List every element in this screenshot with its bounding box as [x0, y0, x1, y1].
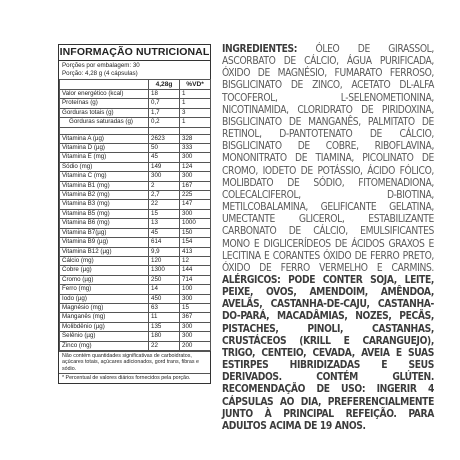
table-row: [60, 181, 211, 190]
nutrient-amount: 2623: [149, 134, 180, 143]
table-row: [60, 127, 211, 134]
nutrient-daily-value: 300: [180, 322, 211, 331]
nutrient-amount: 250: [149, 275, 180, 284]
table-row: [60, 266, 211, 275]
nutrient-amount: 614: [149, 238, 180, 247]
table-row: [60, 294, 211, 303]
nutrient-amount: 0,7: [149, 99, 180, 108]
nutrient-name: Magnésio (mg): [60, 303, 149, 312]
nutrient-name: Manganês (mg): [60, 313, 149, 322]
table-row: [60, 172, 211, 181]
nutrient-name: Iodo (µg): [60, 294, 149, 303]
nutrient-amount: 120: [149, 256, 180, 265]
nutrient-name: Vitamina D (µg): [60, 144, 149, 153]
table-row: [60, 247, 211, 256]
nutrient-daily-value: 200: [180, 341, 211, 350]
nutrition-facts-table: [58, 44, 211, 384]
nutrient-daily-value: 300: [180, 294, 211, 303]
nutrient-name: Vitamina B7(µg): [60, 228, 149, 237]
nutrient-name: Vitamina B2 (mg): [60, 191, 149, 200]
nutrient-name: Ferro (mg): [60, 285, 149, 294]
ingredients-list: ÓLEO DE GIRASSOL, ASCORBATO DE CÁLCIO, ÁGUA PURIFICADA, ÓXIDO DE MAGNÉSIO, FUMARATO FERROSO, BISGLICINATO DE ZINCO, ACETATO DL-ALFA TOCOFEROL, L-SELENOMETIONINA, NICOTINAMIDA, CLORIDRATO DE PIRIDOXINA, BISGLICINATO DE MANGANÊS, PALMITATO DE RETINOL, D-PANTOTENATO DE CÁLCIO, BISGLICINATO DE COBRE, RIBOFLAVINA, MONONITRATO DE TIAMINA, PICOLINATO DE CROMO, IODETO DE POTÁSSIO, ÁCIDO FÓLICO, MOLIBDATO DE SÓDIO, FITOMENADIONA, COLECALCIFEROL, D-BIOTINA, METILCOBALAMINA, GELIFICANTE GELATINA, UMECTANTE GLICEROL, ESTABILIZANTE CARBONATO DE CÁLCIO, EMULSIFICANTES MONO E DIGLICERÍDEOS DE ÁCIDOS GRAXOS E LECITINA E CORANTES ÓXIDO DE FERRO PRETO, ÓXIDO DE FERRO VERMELHO E CARMINS.: [222, 44, 434, 274]
portion-info: [59, 61, 210, 79]
table-row: [60, 228, 211, 237]
table-row: [60, 341, 211, 350]
nutrient-amount: 22: [149, 200, 180, 209]
nutrient-amount: 180: [149, 332, 180, 341]
nutrient-daily-value: 1: [180, 99, 211, 108]
nutrient-daily-value: [180, 127, 211, 134]
nutrient-daily-value: 154: [180, 238, 211, 247]
table-row: [60, 256, 211, 265]
nutrient-daily-value: 100: [180, 285, 211, 294]
table-row: [60, 322, 211, 331]
table-row: [60, 285, 211, 294]
nutrient-name: Proteínas (g): [60, 99, 149, 108]
table-row: [60, 303, 211, 312]
nutrient-daily-value: 225: [180, 191, 211, 200]
nutrition-title: INFORMAÇÃO NUTRICIONAL: [59, 45, 210, 61]
footnote-not-significant: Não contém quantidades significativas de carboidratos, açúcares totais, açúcares adicionados, gord trans, fibras e sódio.: [59, 351, 210, 373]
nutrient-daily-value: 150: [180, 228, 211, 237]
nutrient-name: Vitamina A (µg): [60, 134, 149, 143]
nutrient-name: Gorduras saturadas (g): [60, 118, 149, 127]
nutrient-amount: 450: [149, 294, 180, 303]
table-row: [60, 90, 211, 99]
table-row: [60, 144, 211, 153]
table-row: [60, 108, 211, 117]
nutrient-rows: [60, 90, 211, 351]
nutrient-daily-value: 714: [180, 275, 211, 284]
table-row: [60, 275, 211, 284]
nutrient-daily-value: 3: [180, 108, 211, 117]
nutrient-daily-value: 300: [180, 172, 211, 181]
nutrient-amount: 2,7: [149, 191, 180, 200]
nutrient-daily-value: 144: [180, 266, 211, 275]
nutrient-name: Vitamina C (mg): [60, 172, 149, 181]
nutrient-daily-value: 328: [180, 134, 211, 143]
nutrient-daily-value: 1000: [180, 219, 211, 228]
nutrient-amount: [149, 127, 180, 134]
nutrient-amount: 45: [149, 153, 180, 162]
nutrient-name: Gorduras totais (g): [60, 108, 149, 117]
nutrient-daily-value: 124: [180, 162, 211, 171]
header-daily-value: %VD*: [180, 80, 211, 90]
table-row: [60, 219, 211, 228]
nutrient-amount: 0,2: [149, 118, 180, 127]
nutrient-daily-value: 1: [180, 118, 211, 127]
nutrient-daily-value: 300: [180, 209, 211, 218]
table-row: [60, 332, 211, 341]
nutrient-daily-value: 1: [180, 90, 211, 99]
ingredients-text: [222, 44, 434, 433]
table-header-row: [60, 80, 211, 90]
nutrient-amount: 135: [149, 322, 180, 331]
nutrient-name: Cromo (µg): [60, 275, 149, 284]
nutrient-amount: 22: [149, 341, 180, 350]
nutrient-name: Vitamina B3 (mg): [60, 200, 149, 209]
nutrient-name: Zinco (mg): [60, 341, 149, 350]
nutrient-name: Vitamina B9 (µg): [60, 238, 149, 247]
nutrient-amount: 14: [149, 285, 180, 294]
table-row: [60, 118, 211, 127]
table-row: [60, 313, 211, 322]
nutrient-daily-value: 300: [180, 332, 211, 341]
nutrient-amount: 50: [149, 144, 180, 153]
nutrient-name: Vitamina B6 (mg): [60, 219, 149, 228]
nutrient-amount: 11: [149, 313, 180, 322]
nutrient-amount: 45: [149, 228, 180, 237]
nutrient-daily-value: 333: [180, 144, 211, 153]
nutrient-daily-value: 12: [180, 256, 211, 265]
nutrient-name: Selênio (µg): [60, 332, 149, 341]
nutrient-name: Cálcio (mg): [60, 256, 149, 265]
nutrient-amount: 18: [149, 90, 180, 99]
nutrient-amount: 300: [149, 172, 180, 181]
nutrient-name: Vitamina B1 (mg): [60, 181, 149, 190]
nutrient-amount: 1,7: [149, 108, 180, 117]
nutrient-name: Vitamina B5 (mg): [60, 209, 149, 218]
header-amount: 4,28g: [149, 80, 180, 90]
ingredients-label: INGREDIENTES:: [222, 44, 298, 55]
table-row: [60, 153, 211, 162]
nutrient-name: Cobre (µg): [60, 266, 149, 275]
portion-size: Porção: 4,28 g (4 cápsulas): [62, 70, 138, 77]
nutrient-amount: 149: [149, 162, 180, 171]
nutrient-daily-value: 413: [180, 247, 211, 256]
nutrient-amount: 1300: [149, 266, 180, 275]
nutrient-table: [59, 79, 211, 351]
nutrient-daily-value: 15: [180, 303, 211, 312]
nutrient-amount: 15: [149, 209, 180, 218]
nutrient-daily-value: 167: [180, 181, 211, 190]
table-row: [60, 191, 211, 200]
nutrient-amount: 2: [149, 181, 180, 190]
nutrient-amount: 63: [149, 303, 180, 312]
nutrient-amount: 13: [149, 219, 180, 228]
nutrient-name: Vitamina B12 (µg): [60, 247, 149, 256]
footnote-daily-value: * Percentual de valores diários fornecidos pela porção.: [59, 373, 210, 382]
nutrient-name: Molibdênio (µg): [60, 322, 149, 331]
table-row: [60, 99, 211, 108]
table-row: [60, 238, 211, 247]
nutrient-name: Vitamina E (mg): [60, 153, 149, 162]
nutrient-daily-value: 367: [180, 313, 211, 322]
nutrient-daily-value: 147: [180, 200, 211, 209]
portions-per-package: Porções por embalagem: 30: [62, 62, 140, 69]
allergens-and-usage: ALÉRGICOS: PODE CONTER SOJA, LEITE, PEIXE, OVOS, AMENDOIM, AMÊNDOA, AVELÃS, CASTANHA-DE-CAJU, CASTANHA-DO-PARÁ, MACADÂMIAS, NOZES, PECÃS, PISTACHES, PINOLI, CASTANHAS, CRUSTÁCEOS (KRILL E CARANGUEJO), TRIGO, CENTEIO, CEVADA, AVEIA E SUAS ESTIRPES HIBRIDIZADAS E SEUS DERIVADOS. CONTÉM GLÚTEN. RECOMENDAÇÃO DE USO: INGERIR 4 CÁPSULAS AO DIA, PREFERENCIALMENTE JUNTO À PRINCIPAL REFEIÇÃO. PARA ADULTOS ACIMA DE 19 ANOS.: [222, 274, 434, 432]
nutrient-name: [60, 127, 149, 134]
header-blank: [60, 80, 149, 90]
nutrient-amount: 9,9: [149, 247, 180, 256]
nutrient-name: Valor energético (kcal): [60, 90, 149, 99]
table-row: [60, 200, 211, 209]
nutrient-daily-value: 300: [180, 153, 211, 162]
table-row: [60, 209, 211, 218]
table-row: [60, 162, 211, 171]
table-row: [60, 134, 211, 143]
nutrient-name: Sódio (mg): [60, 162, 149, 171]
